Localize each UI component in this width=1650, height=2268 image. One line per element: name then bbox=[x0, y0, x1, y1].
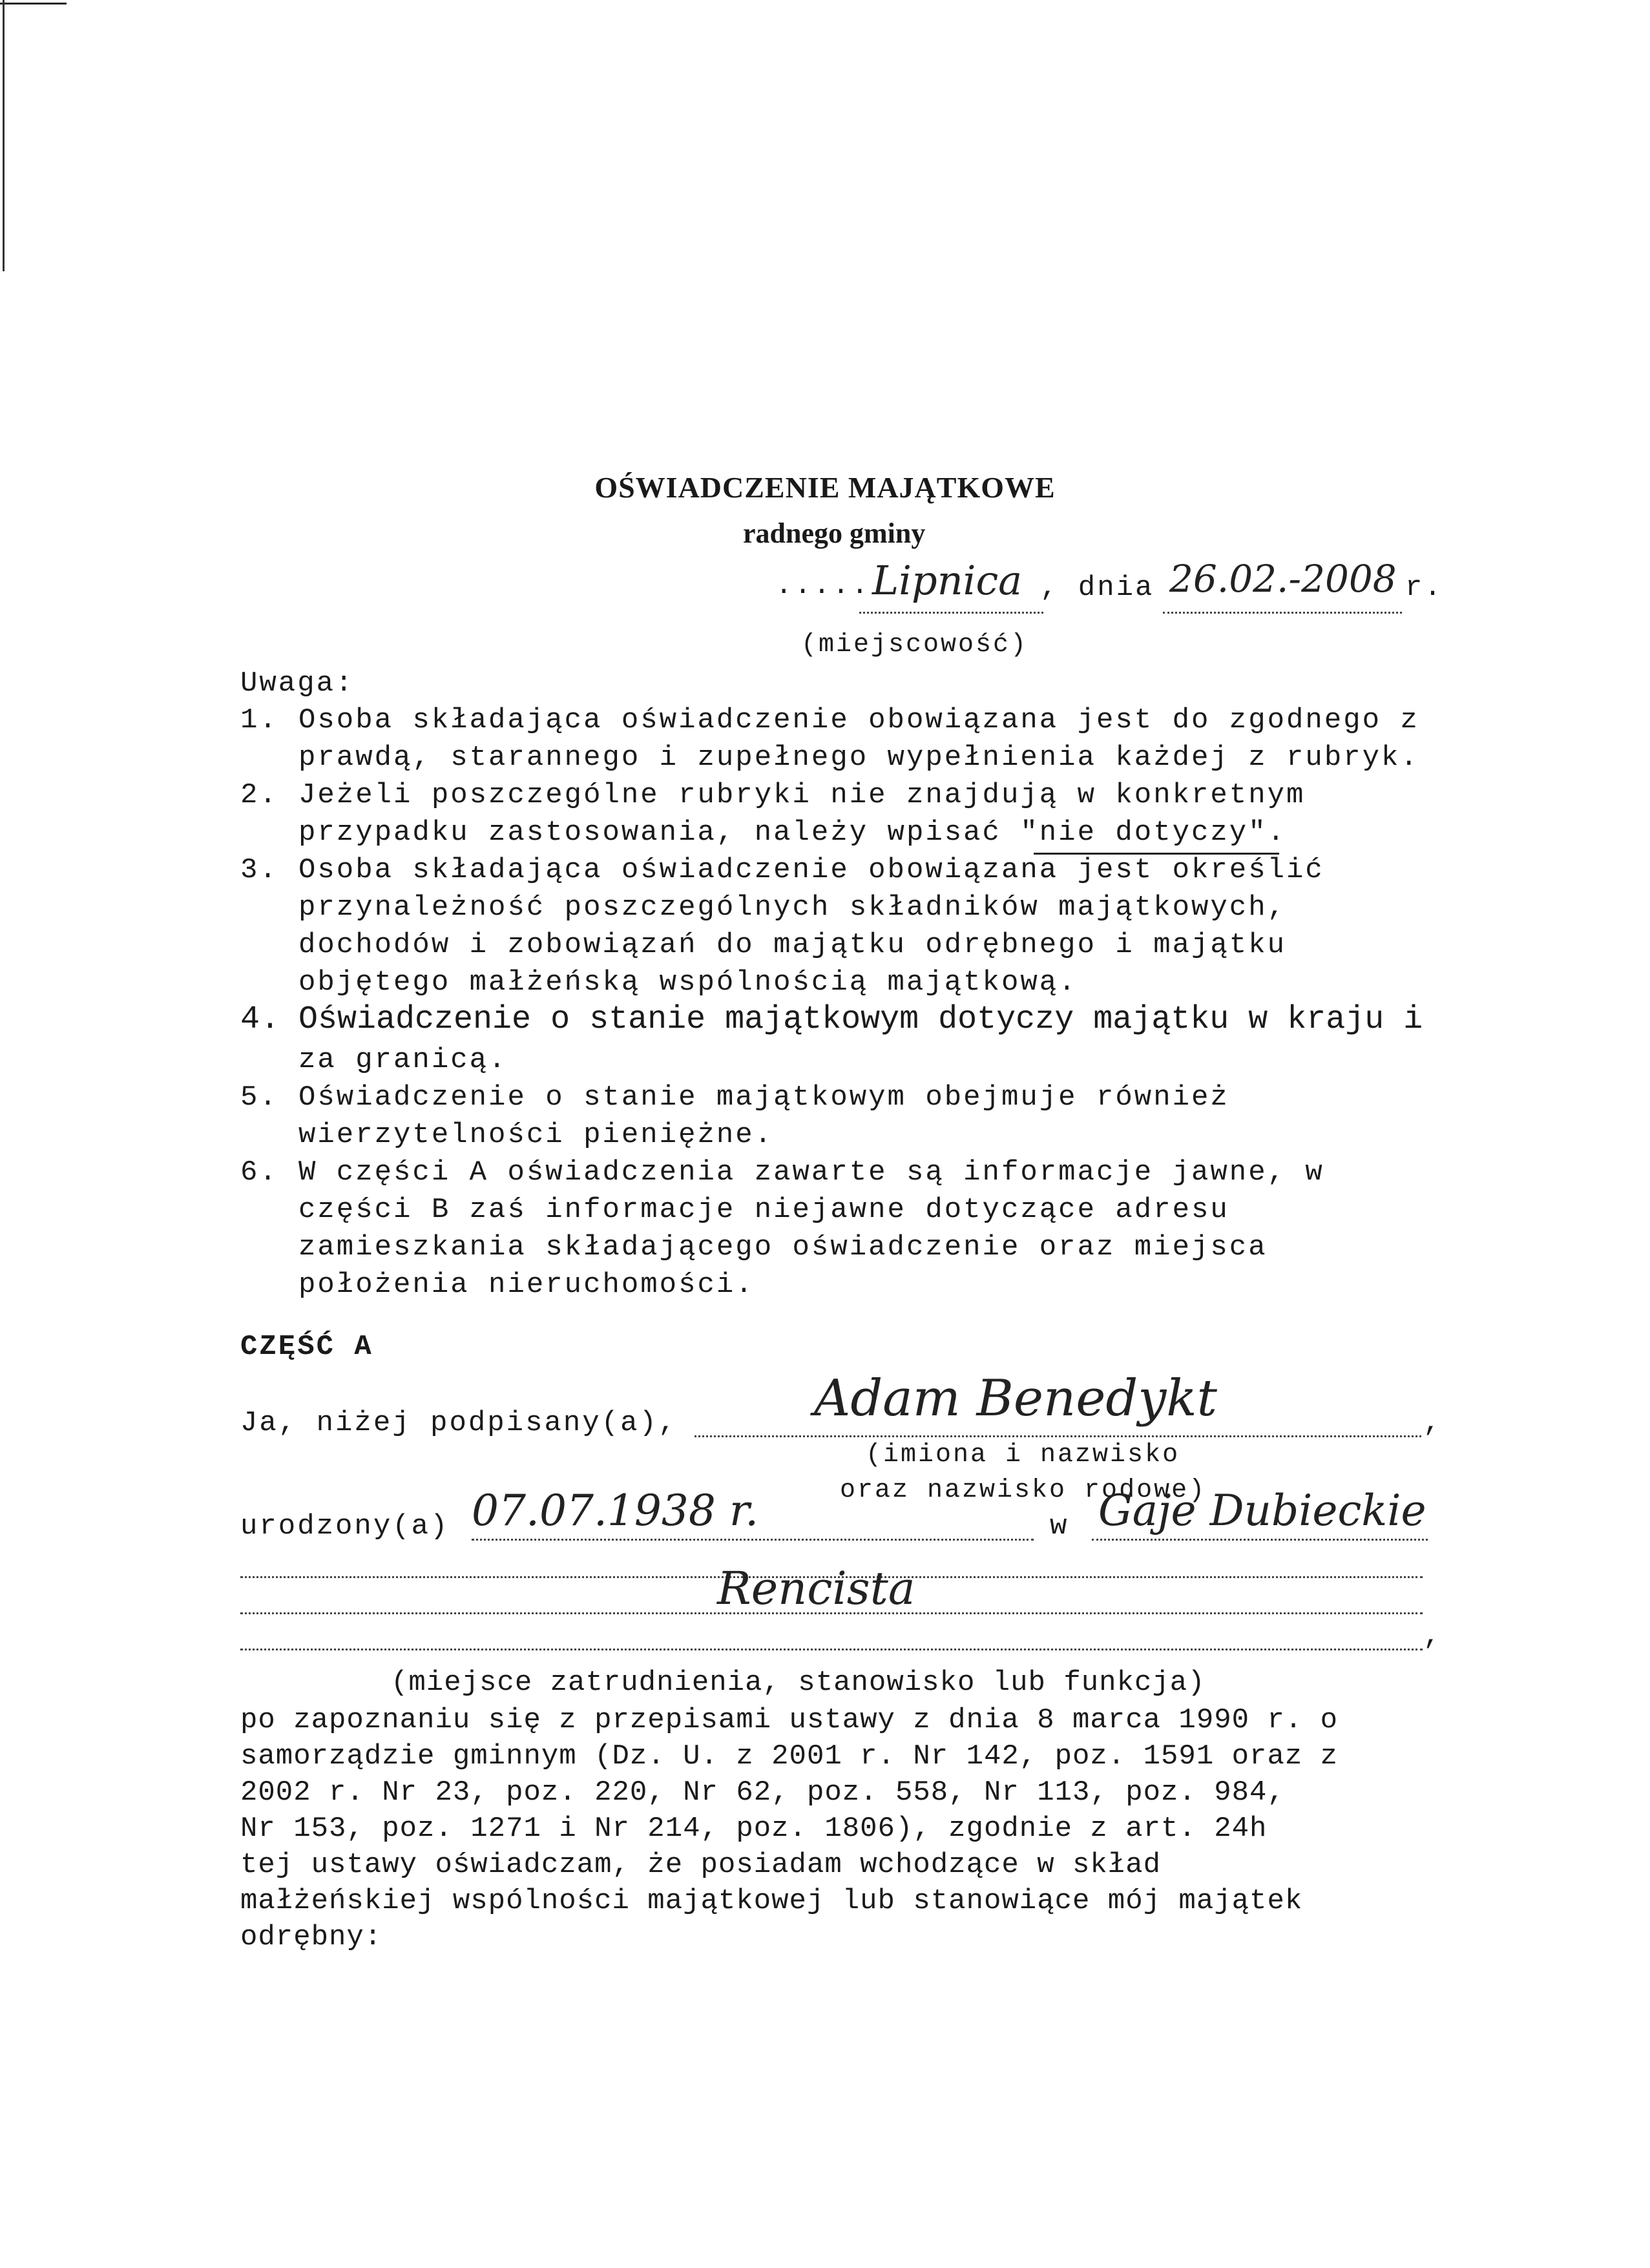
note-line: Osoba składająca oświadczenie obowiązana jest określić bbox=[298, 854, 1324, 886]
birth-place-value: Gaje Dubieckie bbox=[1098, 1486, 1426, 1535]
date-label: , dnia bbox=[1040, 572, 1154, 604]
note-line: objętego małżeńską wspólnością majątkową. bbox=[298, 966, 1078, 999]
note-line: położenia nieruchomości. bbox=[298, 1269, 755, 1301]
name-caption-2: oraz nazwisko rodowe) bbox=[840, 1476, 1207, 1505]
place-dots-prefix: ..... bbox=[775, 570, 871, 602]
body-line: po zapoznaniu się z przepisami ustawy z dnia 8 marca 1990 r. o bbox=[240, 1704, 1339, 1736]
note-line: części B zaś informacje niejawne dotyczące adresu bbox=[298, 1194, 1229, 1226]
name-comma: , bbox=[1423, 1407, 1443, 1439]
scan-corner-mark-horizontal bbox=[0, 3, 67, 5]
birth-place-dotted-line bbox=[1092, 1539, 1428, 1541]
note-line: za granicą. bbox=[298, 1044, 508, 1076]
date-value: 26.02.-2008 bbox=[1169, 557, 1397, 601]
note-number: 4. bbox=[240, 1001, 281, 1038]
note-line: W części A oświadczenia zawarte są informacje jawne, w bbox=[298, 1156, 1324, 1189]
note-line: przypadku zastosowania, należy wpisać "nie dotyczy". bbox=[298, 817, 1287, 849]
employment-comma: , bbox=[1423, 1620, 1443, 1652]
note-line: przynależność poszczególnych składników majątkowych, bbox=[298, 891, 1287, 924]
note-line: wierzytelności pieniężne. bbox=[298, 1119, 774, 1151]
name-dotted-line bbox=[694, 1435, 1421, 1437]
body-line: samorządzie gminnym (Dz. U. z 2001 r. Nr 142, poz. 1591 oraz z bbox=[240, 1740, 1339, 1773]
note-line: Jeżeli poszczególne rubryki nie znajdują w konkretnym bbox=[298, 779, 1306, 811]
employment-value: Rencista bbox=[717, 1562, 915, 1615]
document-title: OŚWIADCZENIE MAJĄTKOWE bbox=[594, 471, 1056, 504]
note-number: 2. bbox=[240, 779, 278, 811]
note-line: dochodów i zobowiązań do majątku odrębnego i majątku bbox=[298, 929, 1287, 961]
name-label: Ja, niżej podpisany(a), bbox=[240, 1407, 678, 1439]
place-caption: (miejscowość) bbox=[801, 630, 1029, 660]
note-line: zamieszkania składającego oświadczenie oraz miejsca bbox=[298, 1231, 1268, 1264]
note-number: 3. bbox=[240, 854, 278, 886]
date-dotted-line bbox=[1163, 612, 1402, 614]
name-caption-1: (imiona i nazwisko bbox=[866, 1441, 1180, 1470]
date-suffix: r. bbox=[1405, 572, 1443, 604]
note-line: Oświadczenie o stanie majątkowym obejmuje również bbox=[298, 1081, 1229, 1114]
note-line: Oświadczenie o stanie majątkowym dotyczy majątku w kraju i bbox=[298, 1001, 1423, 1038]
body-line: Nr 153, poz. 1271 i Nr 214, poz. 1806), zgodnie z art. 24h bbox=[240, 1813, 1268, 1845]
birth-place-label: w bbox=[1050, 1510, 1069, 1543]
name-value: Adam Benedykt bbox=[814, 1369, 1217, 1428]
note-line: prawdą, starannego i zupełnego wypełnienia każdej z rubryk. bbox=[298, 742, 1419, 774]
body-line: odrębny: bbox=[240, 1921, 382, 1953]
employment-caption: (miejsce zatrudnienia, stanowisko lub funkcja) bbox=[391, 1667, 1206, 1699]
notes-heading: Uwaga: bbox=[240, 667, 355, 700]
note-number: 5. bbox=[240, 1081, 278, 1114]
note-number: 6. bbox=[240, 1156, 278, 1189]
birth-date-dotted-line bbox=[472, 1539, 1034, 1541]
body-line: 2002 r. Nr 23, poz. 220, Nr 62, poz. 558, Nr 113, poz. 984, bbox=[240, 1776, 1285, 1809]
body-line: małżeńskiej wspólności majątkowej lub stanowiące mój majątek bbox=[240, 1885, 1303, 1917]
part-a-heading: CZĘŚĆ A bbox=[240, 1331, 373, 1363]
document-subtitle: radnego gminy bbox=[743, 517, 926, 549]
body-line: tej ustawy oświadczam, że posiadam wchodzące w skład bbox=[240, 1849, 1162, 1881]
birth-date-value: 07.07.1938 r. bbox=[472, 1486, 759, 1535]
birth-label: urodzony(a) bbox=[240, 1510, 450, 1543]
employment-dotted-line-3 bbox=[240, 1649, 1423, 1650]
scan-corner-mark-vertical bbox=[3, 0, 5, 271]
place-dotted-line bbox=[859, 612, 1043, 614]
place-value: Lipnica bbox=[872, 557, 1023, 604]
note-line: Osoba składająca oświadczenie obowiązana jest do zgodnego z bbox=[298, 704, 1419, 736]
note-number: 1. bbox=[240, 704, 278, 736]
